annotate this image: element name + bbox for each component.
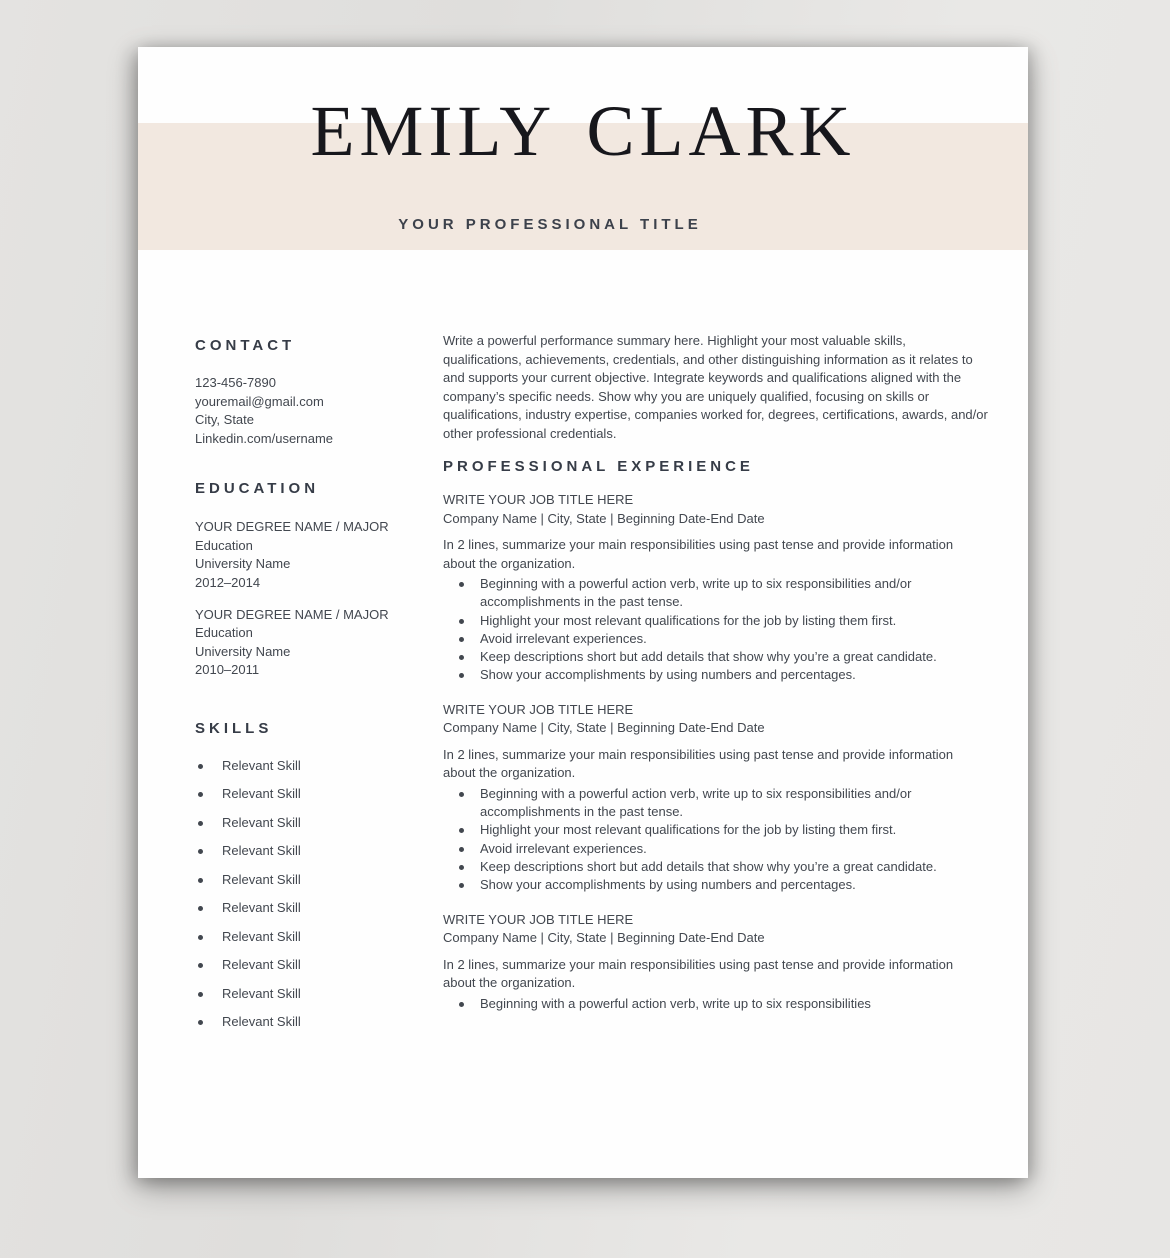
experience-entry: [443, 491, 988, 685]
skill-item: Relevant Skill: [195, 814, 395, 833]
job-bullet: Keep descriptions short but add details that show why you’re a great candidate.: [443, 648, 988, 666]
education-degree: YOUR DEGREE NAME / MAJOR: [195, 607, 389, 622]
header-band: [138, 91, 1028, 250]
job-company-line: Company Name | City, State | Beginning Date-End Date: [443, 510, 765, 526]
job-summary: In 2 lines, summarize your main responsibilities using past tense and provide information about the organization.: [443, 537, 954, 571]
job-summary: In 2 lines, summarize your main responsibilities using past tense and provide information about the organization.: [443, 956, 954, 991]
education-school: University Name: [195, 643, 291, 659]
main-column: [443, 332, 988, 1042]
education-heading: EDUCATION: [195, 480, 320, 498]
skill-item: Relevant Skill: [195, 985, 395, 1004]
job-company-line: Company Name | City, State | Beginning Date-End Date: [443, 720, 765, 736]
candidate-name: EMILY CLARK: [310, 91, 856, 171]
education-school: University Name: [195, 556, 291, 572]
skill-item: Relevant Skill: [195, 928, 395, 947]
job-bullet: Highlight your most relevant qualifications for the job by listing them first.: [443, 821, 988, 839]
skill-item: Relevant Skill: [195, 1013, 395, 1032]
job-title: WRITE YOUR JOB TITLE HERE: [443, 701, 634, 717]
job-bullet-list: [443, 785, 988, 895]
skill-item: Relevant Skill: [195, 842, 395, 861]
job-title: WRITE YOUR JOB TITLE HERE: [443, 492, 634, 507]
job-bullet-list: [443, 575, 988, 685]
education-degree: YOUR DEGREE NAME / MAJOR: [195, 519, 389, 535]
contact-phone: 123-456-7890: [195, 375, 276, 390]
skill-item: Relevant Skill: [195, 785, 395, 804]
job-bullet: Show your accomplishments by using numbers and percentages.: [443, 876, 988, 894]
sidebar: [195, 332, 395, 1042]
contact-details: [195, 374, 395, 448]
education-entry: [195, 606, 395, 680]
job-bullet: Avoid irrelevant experiences.: [443, 840, 988, 858]
content-area: [138, 250, 1028, 1042]
job-bullet: Avoid irrelevant experiences.: [443, 630, 988, 648]
job-header: [443, 701, 988, 738]
education-program: Education: [195, 625, 253, 641]
skill-item: Relevant Skill: [195, 871, 395, 890]
job-header: [443, 911, 988, 948]
skills-heading: SKILLS: [195, 719, 273, 737]
skills-list: [195, 757, 395, 1032]
experience-heading: PROFESSIONAL EXPERIENCE: [443, 458, 754, 475]
skill-item: Relevant Skill: [195, 899, 395, 918]
job-summary: In 2 lines, summarize your main responsibilities using past tense and provide information about the organization.: [443, 746, 954, 781]
experience-entry: [443, 911, 988, 1013]
contact-email: youremail@gmail.com: [195, 393, 324, 409]
job-bullet: Keep descriptions short but add details that show why you’re a great candidate.: [443, 858, 988, 876]
education-entry: [195, 518, 395, 592]
contact-linkedin: Linkedin.com/username: [195, 430, 334, 446]
professional-title: YOUR PROFESSIONAL TITLE: [398, 216, 702, 233]
job-bullet: Beginning with a powerful action verb, write up to six responsibilities and/or accomplishments in the past tense.: [443, 785, 988, 822]
education-program: Education: [195, 537, 253, 553]
job-company-line: Company Name | City, State | Beginning Date-End Date: [443, 930, 765, 946]
performance-summary: Write a powerful performance summary here. Highlight your most valuable skills, qualifications, achievements, credentials, and other distinguishing information as it relates to and supports your current objective. Integrate keywords and qualifications aligned with the company’s specific needs. Show why you are uniquely qualified, focusing on skills or qualifications, industry expertise, companies worked for, degrees, certifications, awards, and/or other professional credentials.: [443, 333, 988, 441]
job-bullet: Beginning with a powerful action verb, write up to six responsibilities: [443, 995, 988, 1013]
skill-item: Relevant Skill: [195, 956, 395, 975]
skill-item: Relevant Skill: [195, 757, 395, 776]
education-years: 2010–2011: [195, 662, 260, 678]
job-bullet: Beginning with a powerful action verb, write up to six responsibilities and/or accomplishments in the past tense.: [443, 575, 988, 612]
job-bullet-list: [443, 995, 988, 1013]
resume-page: [138, 47, 1028, 1178]
contact-heading: CONTACT: [195, 337, 296, 354]
job-header: [443, 491, 988, 528]
education-years: 2012–2014: [195, 574, 261, 590]
job-bullet: Show your accomplishments by using numbers and percentages.: [443, 666, 988, 684]
job-title: WRITE YOUR JOB TITLE HERE: [443, 911, 634, 927]
job-bullet: Highlight your most relevant qualifications for the job by listing them first.: [443, 612, 988, 630]
experience-entry: [443, 701, 988, 895]
contact-location: City, State: [195, 412, 255, 428]
